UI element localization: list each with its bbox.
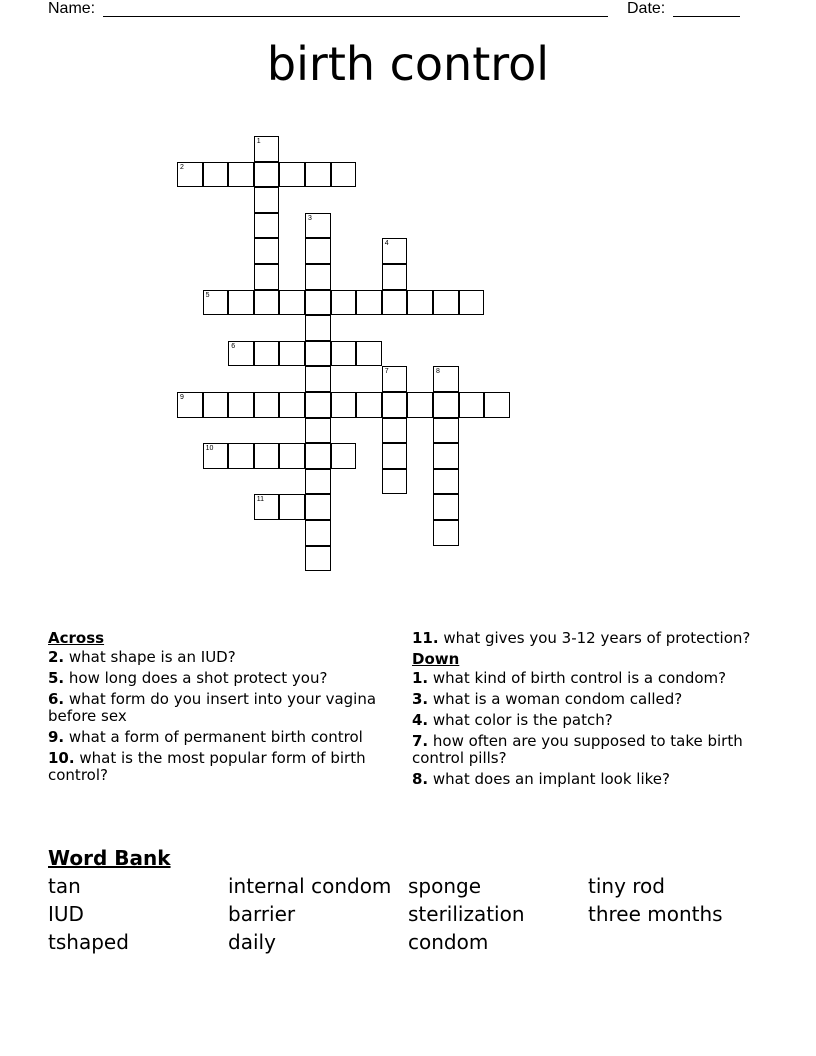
grid-cell[interactable] xyxy=(382,392,408,418)
grid-cell[interactable] xyxy=(382,264,408,290)
word-bank-item: sterilization xyxy=(408,902,525,926)
page-title: birth control xyxy=(266,37,550,91)
grid-cell[interactable] xyxy=(228,341,254,367)
grid-cell[interactable] xyxy=(279,341,305,367)
grid-cell[interactable] xyxy=(254,213,280,239)
grid-cell[interactable] xyxy=(356,341,382,367)
grid-cell[interactable] xyxy=(305,418,331,444)
grid-cell[interactable] xyxy=(254,136,280,162)
clue-down-1: 1. what kind of birth control is a condom? xyxy=(412,669,727,687)
grid-cell[interactable] xyxy=(331,392,357,418)
clue-across-2: 2. what shape is an IUD? xyxy=(48,648,236,666)
grid-cell[interactable] xyxy=(305,366,331,392)
grid-cell[interactable] xyxy=(305,392,331,418)
clue-down-4: 4. what color is the patch? xyxy=(412,711,613,729)
grid-cell[interactable] xyxy=(331,290,357,316)
grid-cell[interactable] xyxy=(279,290,305,316)
clue-across-11: 11. what gives you 3-12 years of protection? xyxy=(412,629,751,647)
grid-cell[interactable] xyxy=(382,418,408,444)
grid-cell[interactable] xyxy=(305,264,331,290)
grid-cell[interactable] xyxy=(305,238,331,264)
grid-cell[interactable] xyxy=(382,290,408,316)
grid-cell[interactable] xyxy=(305,494,331,520)
clue-across-5: 5. how long does a shot protect you? xyxy=(48,669,328,687)
clue-number: 5 xyxy=(205,291,210,299)
grid-cell[interactable] xyxy=(228,162,254,188)
clue-across-10: 10. what is the most popular form of birth control? xyxy=(48,749,366,784)
grid-cell[interactable] xyxy=(254,392,280,418)
grid-cell[interactable] xyxy=(254,443,280,469)
grid-cell[interactable] xyxy=(254,238,280,264)
clue-number: 11 xyxy=(256,496,265,504)
grid-cell[interactable] xyxy=(433,290,459,316)
grid-cell[interactable] xyxy=(305,546,331,572)
word-bank-item: tiny rod xyxy=(588,874,665,898)
grid-cell[interactable] xyxy=(407,392,433,418)
grid-cell[interactable] xyxy=(433,469,459,495)
grid-cell[interactable] xyxy=(305,213,331,239)
clue-number: 7 xyxy=(384,368,389,376)
grid-cell[interactable] xyxy=(305,443,331,469)
word-bank-item: daily xyxy=(228,930,276,954)
grid-cell[interactable] xyxy=(382,443,408,469)
clue-down-8: 8. what does an implant look like? xyxy=(412,770,670,788)
grid-cell[interactable] xyxy=(228,392,254,418)
grid-cell[interactable] xyxy=(203,443,229,469)
word-bank-item: tshaped xyxy=(48,930,129,954)
grid-cell[interactable] xyxy=(203,162,229,188)
grid-cell[interactable] xyxy=(177,392,203,418)
clue-across-9: 9. what a form of permanent birth control xyxy=(48,728,363,746)
grid-cell[interactable] xyxy=(305,290,331,316)
grid-cell[interactable] xyxy=(203,392,229,418)
down-heading: Down xyxy=(412,650,460,668)
word-bank-item: barrier xyxy=(228,902,296,926)
across-heading: Across xyxy=(48,629,105,647)
grid-cell[interactable] xyxy=(279,494,305,520)
grid-cell[interactable] xyxy=(279,443,305,469)
grid-cell[interactable] xyxy=(459,290,485,316)
grid-cell[interactable] xyxy=(331,443,357,469)
grid-cell[interactable] xyxy=(305,315,331,341)
word-bank-item: internal condom xyxy=(228,874,392,898)
clue-across-6: 6. what form do you insert into your vagina before sex xyxy=(48,690,377,725)
grid-cell[interactable] xyxy=(382,469,408,495)
word-bank-item: three months xyxy=(588,902,723,926)
grid-cell[interactable] xyxy=(305,469,331,495)
across-clues xyxy=(48,630,393,788)
grid-cell[interactable] xyxy=(254,290,280,316)
grid-cell[interactable] xyxy=(279,392,305,418)
word-bank-item: IUD xyxy=(48,902,84,926)
grid-cell[interactable] xyxy=(331,341,357,367)
grid-cell[interactable] xyxy=(254,494,280,520)
clue-number: 8 xyxy=(436,368,440,376)
grid-cell[interactable] xyxy=(254,341,280,367)
grid-cell[interactable] xyxy=(254,187,280,213)
clue-down-3: 3. what is a woman condom called? xyxy=(412,690,683,708)
clue-number: 2 xyxy=(180,163,184,171)
clue-down-7: 7. how often are you supposed to take birth control pills? xyxy=(412,732,743,767)
grid-cell[interactable] xyxy=(433,392,459,418)
date-label: Date: xyxy=(627,0,666,17)
clue-number: 3 xyxy=(308,214,312,222)
grid-cell[interactable] xyxy=(305,341,331,367)
grid-cell[interactable] xyxy=(279,162,305,188)
word-bank-item: sponge xyxy=(408,874,482,898)
clue-number: 1 xyxy=(256,138,261,145)
grid-cell[interactable] xyxy=(433,366,459,392)
grid-cell[interactable] xyxy=(177,162,203,188)
clue-number: 10 xyxy=(205,445,214,453)
word-bank-heading: Word Bank xyxy=(48,846,171,870)
grid-cell[interactable] xyxy=(433,520,459,546)
grid-cell[interactable] xyxy=(433,494,459,520)
name-label: Name: xyxy=(48,0,96,17)
grid-cell[interactable] xyxy=(228,290,254,316)
clue-number: 9 xyxy=(180,394,184,401)
grid-cell[interactable] xyxy=(203,290,229,316)
word-bank-item: condom xyxy=(408,930,489,954)
grid-cell[interactable] xyxy=(254,264,280,290)
grid-cell[interactable] xyxy=(331,162,357,188)
clue-number: 6 xyxy=(231,342,236,350)
grid-cell[interactable] xyxy=(305,520,331,546)
grid-cell[interactable] xyxy=(382,238,408,264)
grid-cell[interactable] xyxy=(459,392,485,418)
grid-cell[interactable] xyxy=(305,162,331,188)
clue-number: 4 xyxy=(384,240,389,248)
grid-cell[interactable] xyxy=(433,418,459,444)
grid-cell[interactable] xyxy=(382,366,408,392)
grid-cell[interactable] xyxy=(407,290,433,316)
right-clues xyxy=(412,630,757,792)
word-bank-item: tan xyxy=(48,874,81,898)
grid-cell[interactable] xyxy=(254,162,280,188)
grid-cell[interactable] xyxy=(433,443,459,469)
grid-cell[interactable] xyxy=(356,392,382,418)
grid-cell[interactable] xyxy=(228,443,254,469)
grid-cell[interactable] xyxy=(356,290,382,316)
grid-cell[interactable] xyxy=(484,392,510,418)
